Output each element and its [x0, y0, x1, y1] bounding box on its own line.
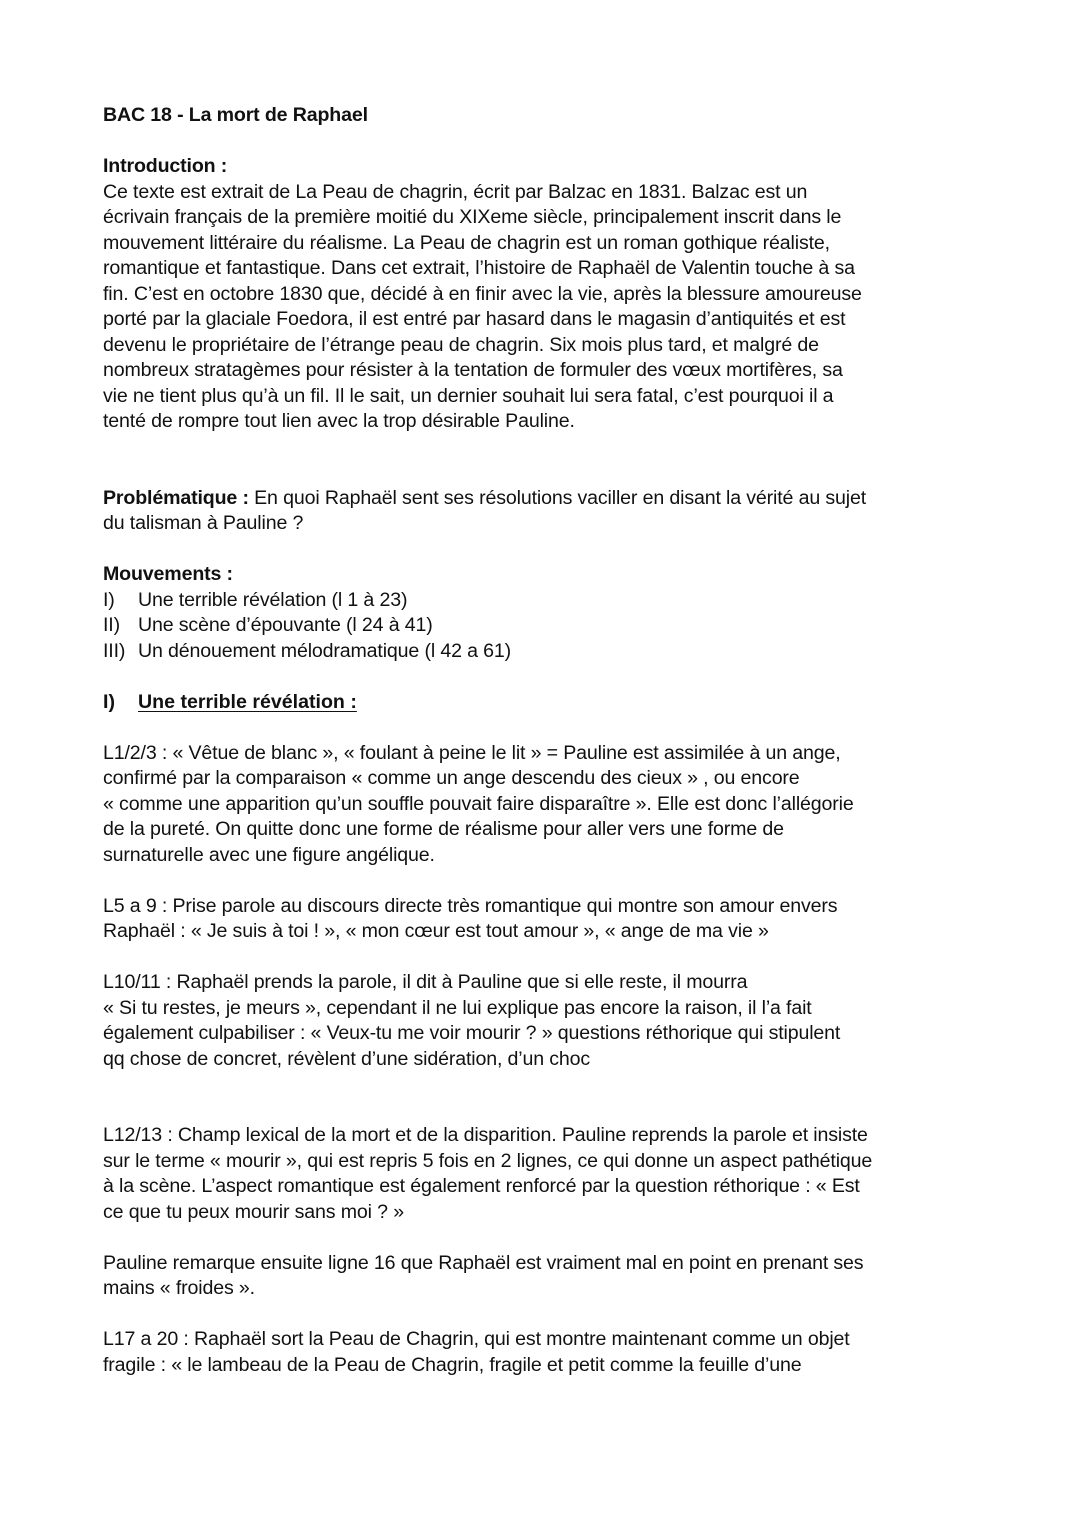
text-line: fragile : « le lambeau de la Peau de Chagrin, fragile et petit comme la feuille d’une: [103, 1353, 802, 1376]
mouvement-text: Une scène d’épouvante (l 24 à 41): [138, 614, 433, 636]
paragraph: [103, 970, 983, 1072]
text-line: ce que tu peux mourir sans moi ? »: [103, 1200, 404, 1223]
text-line: « comme une apparition qu’un souffle pouvait faire disparaître ». Elle est donc l’allégorie: [103, 792, 854, 815]
mouvement-item: [103, 639, 983, 665]
text-line: surnaturelle avec une figure angélique.: [103, 843, 435, 866]
text-line: L12/13 : Champ lexical de la mort et de la disparition. Pauline reprends la parole et insiste: [103, 1124, 868, 1146]
text-line: devenu le propriétaire de l’étrange peau de chagrin. Six mois plus tard, et malgré de: [103, 333, 819, 356]
problematique-line: [103, 486, 983, 512]
text-line: Pauline remarque ensuite ligne 16 que Raphaël est vraiment mal en point en prenant ses: [103, 1251, 864, 1274]
spacer: [103, 945, 983, 971]
paragraph: [103, 741, 983, 869]
paragraph: [103, 1327, 983, 1378]
text-line: L10/11 : Raphaël prends la parole, il dit à Pauline que si elle reste, il mourra: [103, 971, 748, 993]
mouvements-list: [103, 588, 983, 665]
text-line: Raphaël : « Je suis à toi ! », « mon cœur est tout amour », « ange de ma vie »: [103, 920, 769, 942]
text-line: également culpabiliser : « Veux-tu me voir mourir ? » questions réthorique qui stipulent: [103, 1022, 841, 1044]
spacer: [103, 664, 983, 690]
text-line: de la pureté. On quitte donc une forme de réalisme pour aller vers une forme de: [103, 818, 784, 840]
text-line: à la scène. L’aspect romantique est également renforcé par la question réthorique : « Est: [103, 1175, 860, 1197]
text-line: qq chose de concret, révèlent d’une sidération, d’un choc: [103, 1047, 591, 1070]
text-line: porté par la glaciale Foedora, il est entré par hasard dans le magasin d’antiquités et est: [103, 308, 846, 330]
paragraph: [103, 1123, 983, 1225]
text-line: L5 a 9 : Prise parole au discours directe très romantique qui montre son amour envers: [103, 894, 838, 917]
mouvement-item: [103, 588, 983, 614]
spacer: [103, 537, 983, 563]
text-line: tenté de rompre tout lien avec la trop désirable Pauline.: [103, 410, 575, 432]
text-line: mouvement littéraire du réalisme. La Peau de chagrin est un roman gothique réaliste,: [103, 231, 830, 254]
text-line: L1/2/3 : « Vêtue de blanc », « foulant à peine le lit » = Pauline est assimilée à un ange,: [103, 741, 841, 764]
mouvement-number: III): [103, 639, 126, 662]
text-line: confirmé par la comparaison « comme un ange descendu des cieux » , ou encore: [103, 767, 800, 789]
spacer: [103, 129, 983, 155]
text-line: Ce texte est extrait de La Peau de chagrin, écrit par Balzac en 1831. Balzac est un: [103, 180, 808, 203]
spacer: [103, 1072, 983, 1123]
problematique-label: Problématique :: [103, 486, 249, 509]
text-line: vie ne tient plus qu’à un fil. Il le sait, un dernier souhait lui sera fatal, c’est pourquoi il a: [103, 384, 834, 407]
text-line: « Si tu restes, je meurs », cependant il ne lui explique pas encore la raison, il l’a fait: [103, 996, 812, 1019]
spacer: [103, 715, 983, 741]
text-line: fin. C’est en octobre 1830 que, décidé à en finir avec la vie, après la blessure amoureuse: [103, 282, 862, 305]
spacer: [103, 1302, 983, 1328]
text-line: écrivain français de la première moitié du XIXeme siècle, principalement inscrit dans le: [103, 206, 842, 228]
introduction-heading: Introduction :: [103, 155, 228, 177]
section-title: Une terrible révélation :: [138, 690, 357, 713]
mouvements-heading: Mouvements :: [103, 563, 233, 585]
spacer: [103, 1225, 983, 1251]
document-page: [103, 103, 983, 1378]
mouvement-number: II): [103, 614, 120, 636]
paragraph: [103, 894, 983, 945]
mouvement-text: Un dénouement mélodramatique (l 42 a 61): [138, 639, 512, 662]
text-line: sur le terme « mourir », qui est repris 5 fois en 2 lignes, ce qui donne un aspect pathétique: [103, 1149, 873, 1172]
mouvement-text: Une terrible révélation (l 1 à 23): [138, 588, 408, 611]
problematique-text: En quoi Raphaël sent ses résolutions vaciller en disant la vérité au sujet: [248, 486, 867, 509]
mouvement-number: I): [103, 588, 115, 611]
text-line: mains « froides ».: [103, 1277, 255, 1299]
problematique-block: [103, 486, 983, 537]
document-title: BAC 18 - La mort de Raphael: [103, 104, 368, 126]
paragraph: [103, 1251, 983, 1302]
text-line: nombreux stratagèmes pour résister à la tentation de formuler des vœux mortifères, sa: [103, 359, 843, 381]
text-line: romantique et fantastique. Dans cet extrait, l’histoire de Raphaël de Valentin touche à sa: [103, 257, 855, 279]
text-line: L17 a 20 : Raphaël sort la Peau de Chagrin, qui est montre maintenant comme un objet: [103, 1328, 850, 1350]
mouvement-item: [103, 613, 983, 639]
spacer: [103, 435, 983, 486]
spacer: [103, 868, 983, 894]
introduction-body: [103, 180, 983, 435]
section-number: I): [103, 690, 115, 713]
section-heading: [103, 690, 983, 716]
problematique-line: du talisman à Pauline ?: [103, 512, 304, 534]
